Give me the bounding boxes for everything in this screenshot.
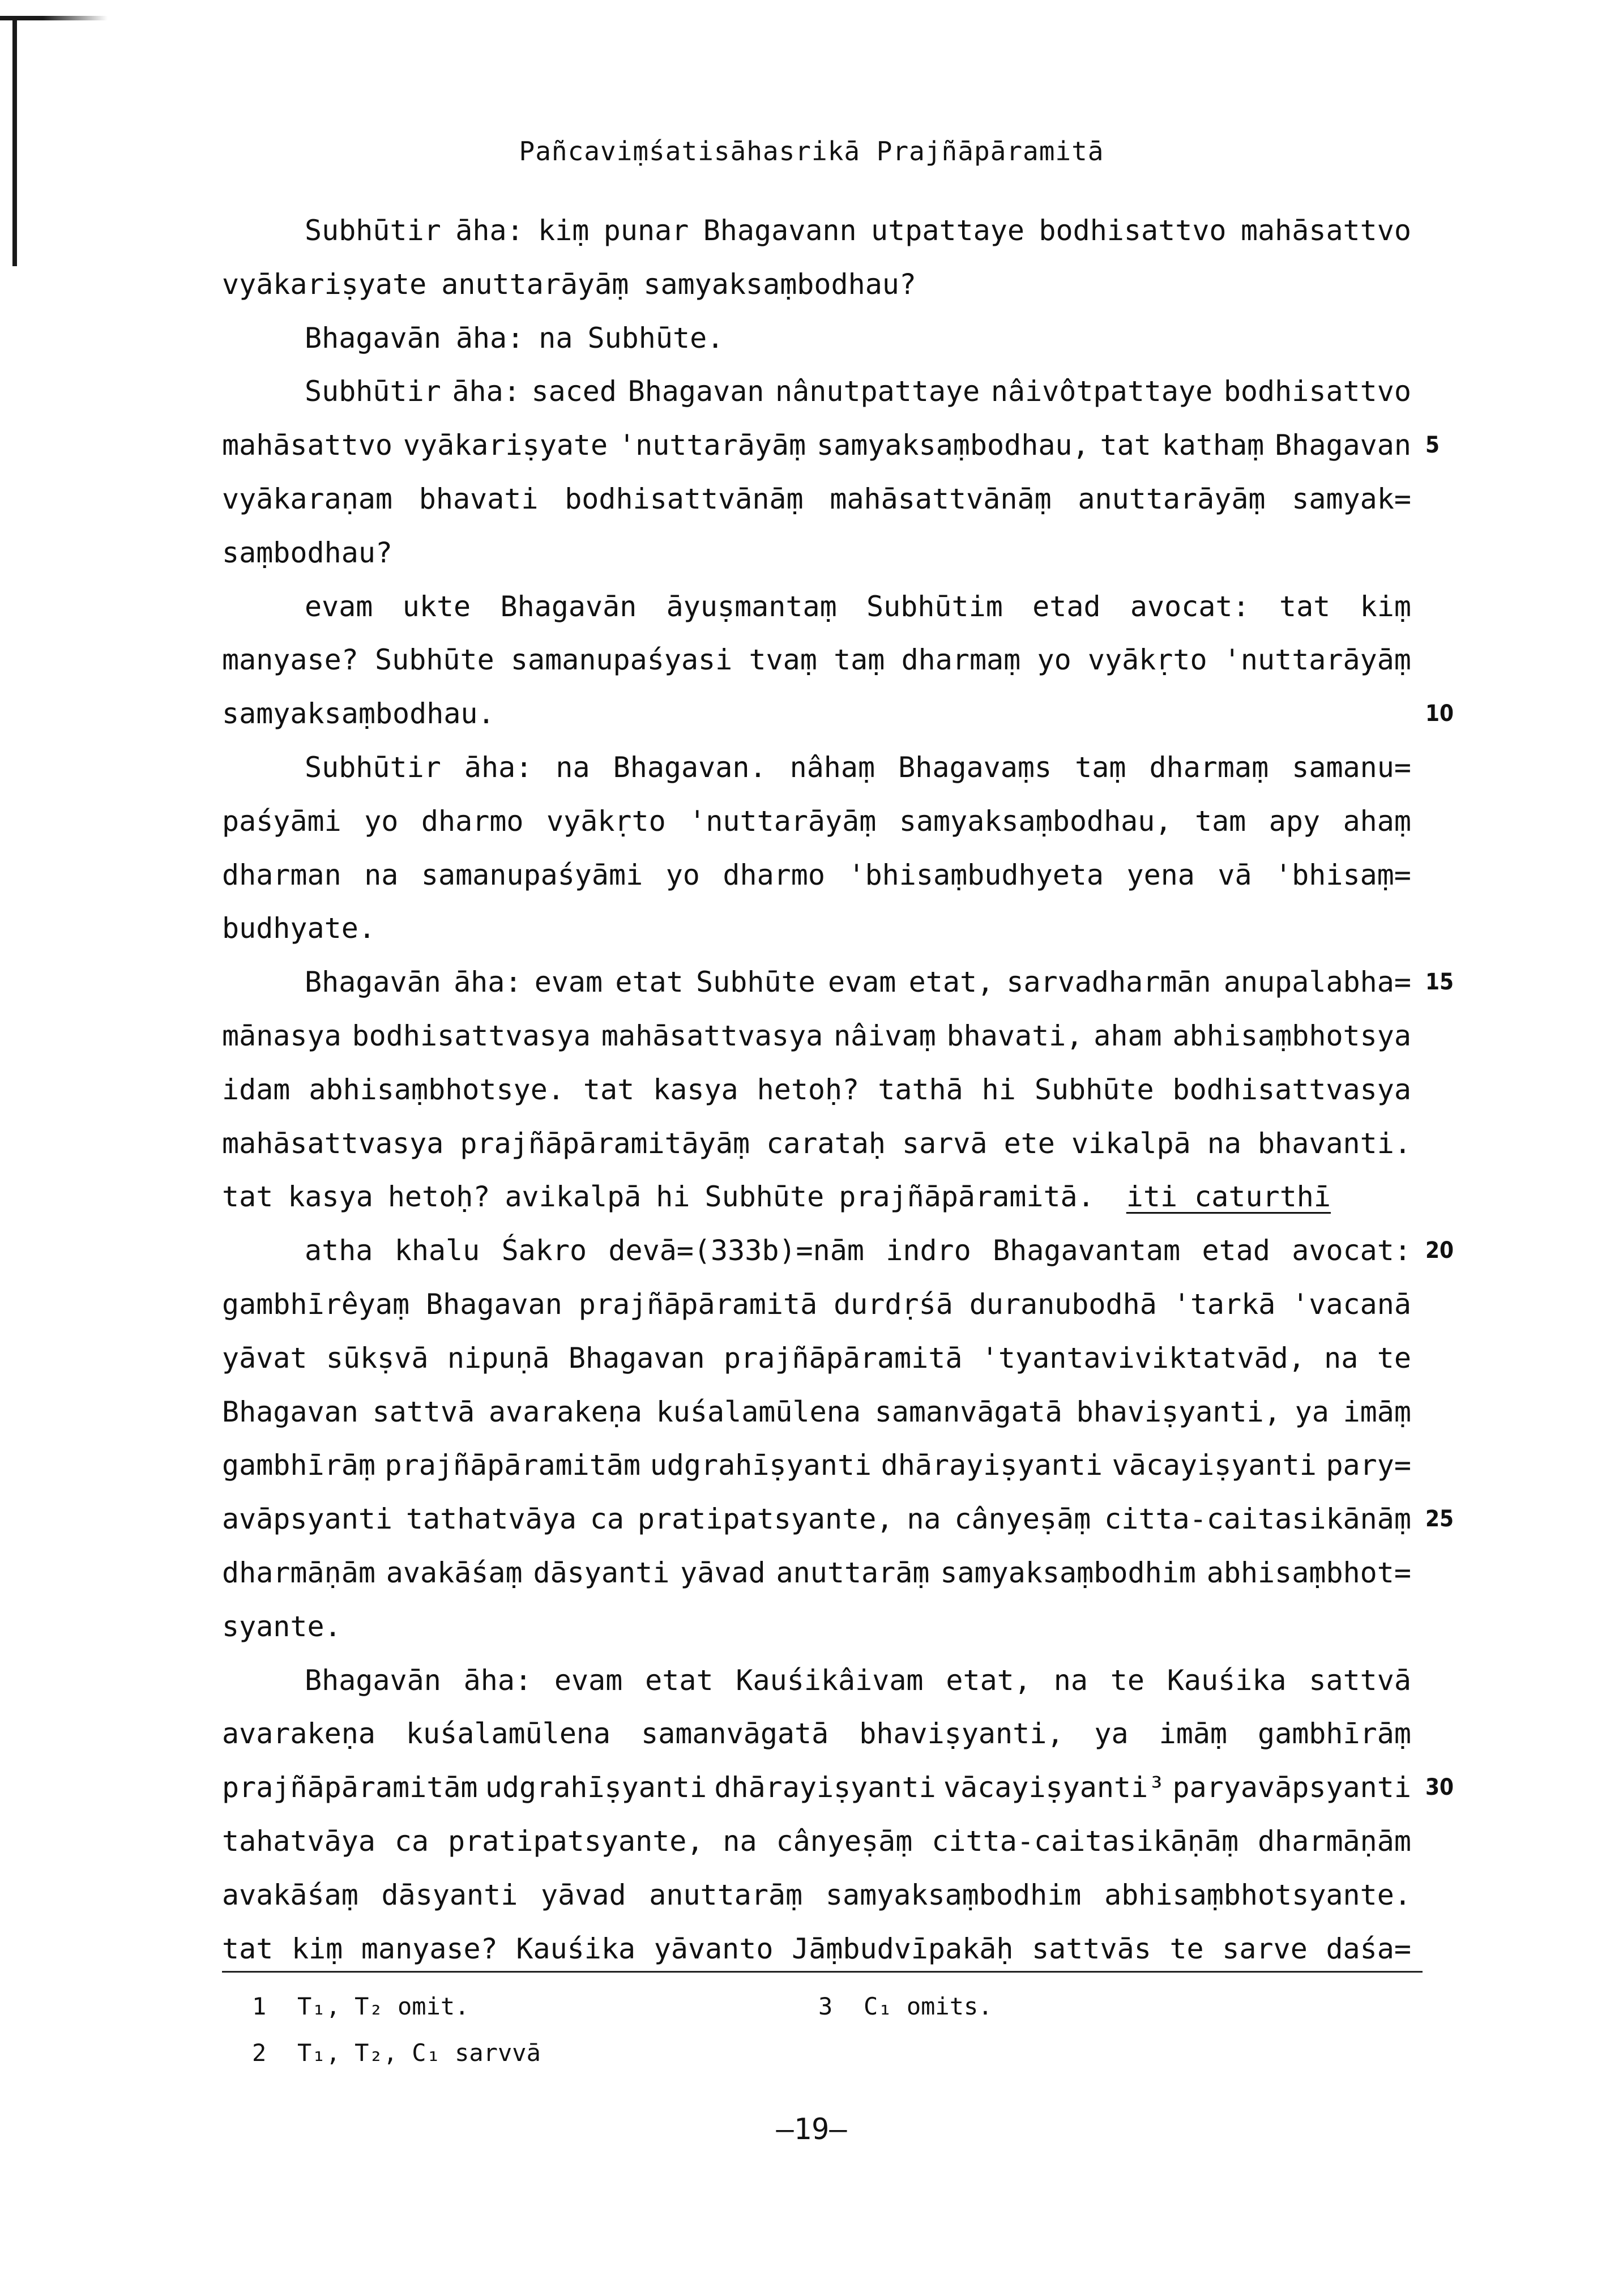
word: Śakro	[501, 1234, 587, 1268]
line-number: 25	[1425, 1506, 1454, 1533]
word: Jāṃbudvīpakāḥ	[792, 1932, 1014, 1965]
word: hetoḥ?	[387, 1180, 490, 1214]
word: dharmāṇām	[1258, 1824, 1411, 1858]
word: aham	[1094, 1019, 1162, 1052]
word: 'bhisaṃ=	[1275, 858, 1411, 891]
word: 'tarkā	[1173, 1287, 1276, 1321]
word: Subhūte	[1034, 1073, 1154, 1106]
word: Subhūtir	[305, 750, 441, 784]
word: Bhagavan	[222, 1395, 358, 1428]
word: te	[1110, 1663, 1144, 1697]
word: idam	[222, 1073, 291, 1106]
word: kasya	[653, 1073, 738, 1106]
word: dāsyanti	[381, 1878, 518, 1911]
word: daśa=	[1326, 1932, 1411, 1965]
text-line	[222, 1600, 1411, 1654]
word: tat	[1279, 590, 1331, 623]
word: āha:	[452, 375, 520, 408]
word: avakāśaṃ	[386, 1556, 523, 1589]
line-number: 5	[1425, 432, 1440, 459]
footnote-rule	[222, 1971, 1423, 1973]
word: sattvā	[1309, 1663, 1411, 1697]
word: nipuṇā	[447, 1341, 550, 1375]
word: prajñāpāramitām	[385, 1449, 641, 1482]
footnote	[252, 1983, 818, 2030]
word: bodhisattvo	[1223, 375, 1411, 408]
word: samanvāgatā	[874, 1395, 1062, 1428]
word: imāṃ	[1343, 1395, 1411, 1428]
word: samyaksaṃbodhau.	[222, 697, 495, 731]
word: mahāsattvo	[1240, 214, 1411, 247]
word: etad	[1032, 590, 1101, 623]
word: cânyeṣāṃ	[954, 1503, 1091, 1536]
text-line	[222, 1546, 1411, 1600]
word: 'nuttarāyāṃ	[618, 429, 806, 462]
word: vikalpā	[1071, 1126, 1191, 1160]
footnote	[818, 1983, 1385, 2030]
footnote-number: 1	[252, 1992, 267, 2020]
footnote-text: C₁ omits.	[864, 1992, 993, 2020]
word: āha:	[455, 321, 524, 355]
word: prajñāpāramitā	[578, 1287, 818, 1321]
word: budhyate.	[222, 912, 375, 945]
word: sarvā	[902, 1126, 988, 1160]
word: evam	[827, 966, 896, 999]
word: Subhūte	[696, 966, 815, 999]
word: cânyeṣāṃ	[776, 1824, 913, 1858]
word: nânutpattaye	[775, 375, 980, 408]
word: kasya	[288, 1180, 373, 1214]
word: pratipatsyante,	[447, 1824, 704, 1858]
word: mahāsattvānāṃ	[830, 482, 1052, 515]
word: sattvās	[1032, 1932, 1151, 1965]
text-line	[222, 687, 1454, 741]
word: Subhūte	[375, 643, 494, 677]
word: na	[723, 1824, 757, 1858]
text-line	[222, 1707, 1411, 1761]
word: samanu=	[1292, 750, 1411, 784]
word: evam	[554, 1663, 623, 1697]
word: hi	[656, 1180, 690, 1214]
word: paryavāpsyanti	[1172, 1771, 1411, 1804]
word: Subhūtir	[305, 375, 441, 408]
word: samyaksaṃbodhau?	[643, 267, 917, 301]
word: na	[364, 858, 399, 891]
word: bodhisattvasya	[1172, 1073, 1411, 1106]
text-line	[222, 419, 1440, 472]
word: anuttarāyāṃ	[1078, 482, 1266, 515]
line-number: 30	[1425, 1774, 1454, 1801]
word: Bhagavān	[305, 321, 441, 355]
word: dharmaṃ	[901, 643, 1021, 677]
word: gambhīrāṃ	[1258, 1717, 1411, 1751]
word: etat,	[946, 1663, 1031, 1697]
word: saced	[531, 375, 617, 408]
word: 'bhisaṃbudhyeta	[848, 858, 1104, 891]
word: prajñāpāramitā	[724, 1341, 963, 1375]
word: Bhagavan	[426, 1287, 562, 1321]
word: ca	[394, 1824, 429, 1858]
text-line	[222, 1439, 1411, 1492]
word: bhaviṣyanti,	[859, 1717, 1064, 1751]
word: dāsyanti	[533, 1556, 670, 1589]
word: imāṃ	[1159, 1717, 1228, 1751]
word: āyuṣmantaṃ	[666, 590, 837, 623]
word: samanupaśyāmi	[421, 858, 643, 891]
word: samyaksaṃbodhim	[940, 1556, 1196, 1589]
footnote-number: 2	[252, 2039, 267, 2067]
word: dhārayiṣyanti	[881, 1449, 1103, 1482]
word: āha:	[454, 966, 522, 999]
word: bhavati	[418, 482, 539, 515]
word: nâivôtpattaye	[990, 375, 1213, 408]
line-number: 15	[1425, 969, 1454, 996]
word: āha:	[463, 1663, 532, 1697]
word: yāvad	[680, 1556, 766, 1589]
word: vā	[1218, 858, 1252, 891]
word: bhavanti.	[1258, 1126, 1411, 1160]
word: mahāsattvasya	[222, 1126, 444, 1160]
text-line	[222, 633, 1411, 687]
footnote	[818, 2030, 1385, 2076]
word: yāvanto	[654, 1932, 774, 1965]
word: ya	[1094, 1717, 1129, 1751]
word: citta-caitasikānāṃ	[1104, 1503, 1411, 1536]
word: khalu	[394, 1234, 480, 1268]
text-line	[222, 1761, 1454, 1815]
word: ete	[1003, 1126, 1055, 1160]
word: avāpsyanti	[222, 1503, 393, 1536]
word: tat	[222, 1932, 274, 1965]
word: Bhagavaṃs	[898, 750, 1052, 784]
word: samyak=	[1292, 482, 1411, 515]
word: avakāśaṃ	[222, 1878, 358, 1911]
word: avarakeṇa	[222, 1717, 375, 1751]
text-line	[222, 526, 1411, 580]
word: evam	[534, 966, 603, 999]
body-text	[222, 204, 1454, 1975]
word: manyase?	[222, 643, 358, 677]
word: kuśalamūlena	[656, 1395, 861, 1428]
word: samanvāgatā	[641, 1717, 829, 1751]
word: paśyāmi	[222, 804, 341, 838]
word: Bhagavan	[1275, 429, 1411, 462]
word: duranubodhā	[969, 1287, 1157, 1321]
footnote-row	[252, 2030, 1385, 2076]
page-number: —19—	[776, 2113, 847, 2146]
text-line	[222, 1492, 1454, 1546]
footnote-row	[252, 1983, 1385, 2030]
word: apy	[1268, 804, 1321, 838]
word: na	[539, 321, 573, 355]
word: Bhagavan	[568, 1341, 705, 1375]
word: saṃbodhau?	[222, 536, 393, 569]
word: bodhisattvānāṃ	[565, 482, 804, 515]
word: samyaksaṃbodhau,	[816, 429, 1090, 462]
text-line	[222, 1063, 1411, 1117]
footnote-text: T₁, T₂ omit.	[297, 1992, 469, 2020]
text-line	[222, 1868, 1411, 1922]
word: mānasya	[222, 1019, 341, 1052]
word: yena	[1126, 858, 1195, 891]
word: etat	[615, 966, 684, 999]
text-line	[222, 580, 1411, 634]
word: tvaṃ	[749, 643, 817, 677]
running-head: Pañcaviṃśatisāhasrikā Prajñāpāramitā	[519, 136, 1104, 167]
word: sarve	[1222, 1932, 1308, 1965]
word: vyākariṣyate	[403, 429, 608, 462]
text-line	[222, 795, 1411, 848]
word: prajñāpāramitā.	[839, 1180, 1095, 1214]
chapter-end-marker: iti caturthī	[1126, 1180, 1331, 1214]
word: evam	[305, 590, 373, 623]
word: Subhūtir	[305, 214, 441, 247]
word: bhaviṣyanti,	[1076, 1395, 1281, 1428]
word: etat	[645, 1663, 714, 1697]
word: yo	[665, 858, 700, 891]
word: abhisaṃbhotsyante.	[1104, 1878, 1411, 1911]
word: tat	[222, 1180, 274, 1214]
word: atha	[305, 1234, 373, 1268]
footnote	[252, 2030, 818, 2076]
word: bodhisattvasya	[352, 1019, 591, 1052]
word: indro	[886, 1234, 971, 1268]
word: abhisaṃbhotsye.	[309, 1073, 565, 1106]
word: sūkṣvā	[326, 1341, 429, 1375]
word: tat	[583, 1073, 635, 1106]
word: tathatvāya	[405, 1503, 576, 1536]
word: na	[556, 750, 590, 784]
word: dharman	[222, 858, 341, 891]
word: prajñāpāramitām	[222, 1771, 478, 1804]
text-line	[222, 204, 1411, 258]
word: kathaṃ	[1161, 429, 1265, 462]
word: yāvad	[541, 1878, 626, 1911]
word: samanupaśyasi	[510, 643, 733, 677]
word: yo	[364, 804, 399, 838]
word: anupalabha=	[1223, 966, 1411, 999]
word: anuttarāṃ	[776, 1556, 930, 1589]
word: kuśalamūlena	[405, 1717, 611, 1751]
word: na	[1324, 1341, 1359, 1375]
word: etat,	[908, 966, 994, 999]
word: vācayiṣyanti³	[943, 1771, 1165, 1804]
word: Bhagavantam	[993, 1234, 1181, 1268]
word: samyaksaṃbodhau,	[899, 804, 1172, 838]
word: avocat:	[1292, 1234, 1411, 1268]
word: abhisaṃbhotsya	[1172, 1019, 1411, 1052]
word: tat	[1100, 429, 1151, 462]
word: āha:	[455, 214, 524, 247]
line-number: 10	[1425, 701, 1454, 727]
word: mahāsattvo	[222, 429, 393, 462]
word: avikalpā	[505, 1180, 642, 1214]
text-line	[222, 1815, 1411, 1868]
text-line	[222, 1278, 1411, 1331]
text-line	[222, 1922, 1411, 1976]
word: dharmo	[421, 804, 524, 838]
word: ukte	[402, 590, 471, 623]
text-line	[222, 1170, 1411, 1224]
word: Subhūte.	[587, 321, 724, 355]
word: syante.	[222, 1610, 341, 1643]
word: yāvat	[222, 1341, 307, 1375]
word: vyākṛto	[1087, 643, 1207, 677]
word: na	[1207, 1126, 1241, 1160]
word: Bhagavān	[500, 590, 637, 623]
word: nâhaṃ	[789, 750, 875, 784]
word: devā=(333b)=nām	[608, 1234, 864, 1268]
word: bodhisattvo	[1039, 214, 1227, 247]
word: vyākariṣyate	[222, 267, 427, 301]
word: Subhūte	[704, 1180, 825, 1214]
word: prajñāpāramitāyāṃ	[460, 1126, 750, 1160]
word: taṃ	[834, 643, 885, 677]
word: bhavati,	[946, 1019, 1083, 1052]
word: abhisaṃbhot=	[1206, 1556, 1411, 1589]
word: dhārayiṣyanti	[714, 1771, 936, 1804]
word: Subhūtim	[866, 590, 1003, 623]
word: Kauśikâivam	[736, 1663, 924, 1697]
text-line	[222, 902, 1411, 955]
word: dharmaṃ	[1149, 750, 1269, 784]
text-line	[222, 741, 1411, 795]
word: tahatvāya	[222, 1824, 375, 1858]
word: udgrahīṣyanti	[650, 1449, 872, 1482]
word: hetoḥ?	[757, 1073, 860, 1106]
text-line	[222, 955, 1454, 1009]
word: Bhagavan	[627, 375, 764, 408]
word: samyaksaṃbodhim	[825, 1878, 1082, 1911]
word: mahāsattvasya	[601, 1019, 823, 1052]
word: pary=	[1326, 1449, 1411, 1482]
word: 'nuttarāyāṃ	[689, 804, 877, 838]
word: dharmāṇām	[222, 1556, 375, 1589]
word: citta-caitasikāṇāṃ	[932, 1824, 1239, 1858]
scan-corner-mark	[0, 16, 108, 20]
word: taṃ	[1075, 750, 1126, 784]
text-line	[222, 311, 1411, 365]
text-line	[222, 1009, 1411, 1063]
word: gambhīrāṃ	[222, 1449, 375, 1482]
word: ca	[590, 1503, 625, 1536]
text-line	[222, 1385, 1411, 1439]
word: Bhagavan.	[613, 750, 767, 784]
word: carataḥ	[766, 1126, 886, 1160]
word: pratipatsyante,	[637, 1503, 894, 1536]
word: udgrahīṣyanti	[485, 1771, 707, 1804]
word: sattvā	[372, 1395, 475, 1428]
word: na	[1053, 1663, 1088, 1697]
text-line	[222, 1224, 1454, 1278]
word: nâivaṃ	[834, 1019, 936, 1052]
text-line	[222, 1654, 1411, 1708]
text-line	[222, 258, 1411, 311]
word: vyākaraṇam	[222, 482, 393, 515]
text-line	[222, 848, 1411, 902]
footnote-text: T₁, T₂, C₁ sarvvā	[297, 2039, 541, 2067]
word: vyākṛto	[546, 804, 666, 838]
word: anuttarāṃ	[649, 1878, 803, 1911]
word: etad	[1202, 1234, 1270, 1268]
word: kiṃ	[538, 214, 590, 247]
word: vācayiṣyanti	[1112, 1449, 1317, 1482]
word: te	[1169, 1932, 1204, 1965]
word: na	[907, 1503, 941, 1536]
word: 'nuttarāyāṃ	[1223, 643, 1411, 677]
word: yo	[1037, 643, 1071, 677]
word: 'tyantaviviktatvād,	[981, 1341, 1305, 1375]
text-line	[222, 365, 1411, 419]
word: kiṃ	[1360, 590, 1411, 623]
line-number: 20	[1425, 1237, 1454, 1264]
word: durdṛśā	[834, 1287, 953, 1321]
text-line	[222, 472, 1411, 526]
word: 'vacanā	[1292, 1287, 1411, 1321]
word: utpattaye	[871, 214, 1024, 247]
footnote-number	[818, 2030, 864, 2076]
word: Bhagavān	[305, 966, 441, 999]
word: avocat:	[1130, 590, 1250, 623]
word: gambhīrêyaṃ	[222, 1287, 410, 1321]
word: hi	[981, 1073, 1016, 1106]
text-line	[222, 1117, 1411, 1171]
word: punar	[603, 214, 689, 247]
word: anuttarāyāṃ	[441, 267, 629, 301]
word: Bhagavān	[305, 1663, 441, 1697]
word: sarvadharmān	[1006, 966, 1211, 999]
word: āha:	[464, 750, 533, 784]
word: tathā	[878, 1073, 963, 1106]
word: ya	[1295, 1395, 1329, 1428]
word: te	[1377, 1341, 1411, 1375]
footnotes	[252, 1983, 1385, 2076]
word: Kauśika	[1167, 1663, 1287, 1697]
word: avarakeṇa	[488, 1395, 642, 1428]
footnote-number: 3	[818, 1992, 833, 2020]
word: manyase?	[361, 1932, 498, 1965]
word: dharmo	[723, 858, 825, 891]
word: tam	[1194, 804, 1246, 838]
word: Bhagavann	[703, 214, 857, 247]
word: kiṃ	[291, 1932, 343, 1965]
word: Kauśika	[516, 1932, 636, 1965]
text-line	[222, 1331, 1411, 1385]
word: ahaṃ	[1343, 804, 1411, 838]
